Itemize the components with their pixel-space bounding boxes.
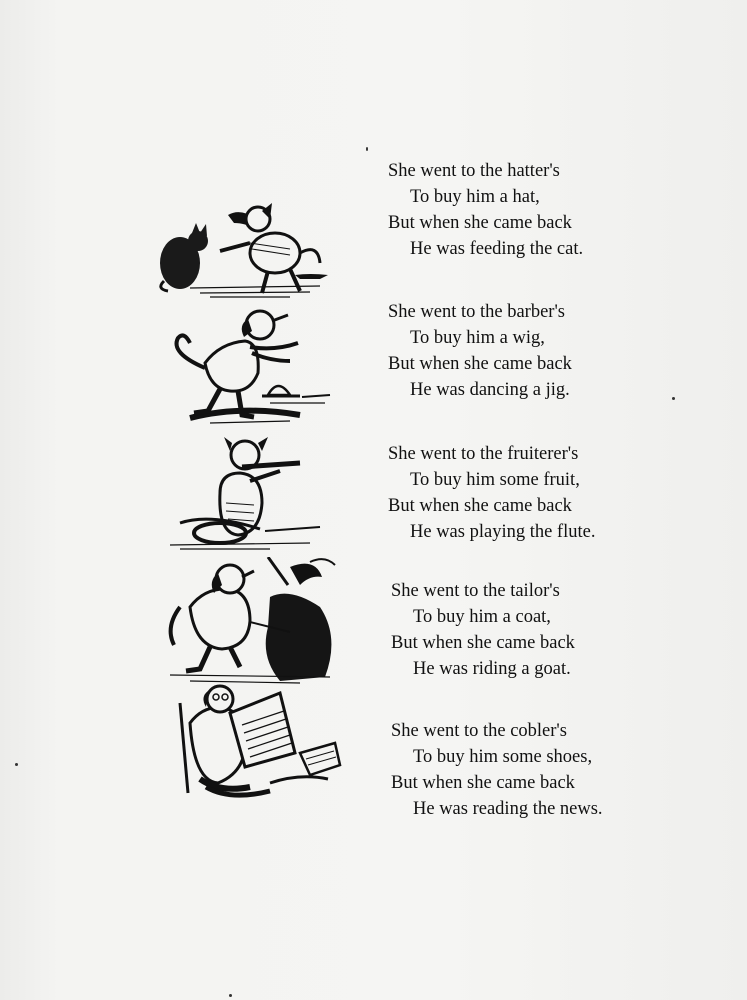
verse-line: To buy him a coat, xyxy=(413,607,551,627)
verse-line: He was dancing a jig. xyxy=(410,380,570,400)
dog-reading-news-icon xyxy=(150,683,350,803)
verse-line: He was reading the news. xyxy=(413,799,603,819)
verse-line: She went to the barber's xyxy=(388,302,565,322)
verse-line: To buy him some shoes, xyxy=(413,747,593,767)
verse-line: But when she came back xyxy=(388,354,572,374)
stanza xyxy=(388,158,583,262)
paper-speck xyxy=(229,994,232,997)
verse-line: To buy him a hat, xyxy=(410,187,540,207)
verse-line: He was riding a goat. xyxy=(413,659,571,679)
stanza xyxy=(391,718,603,822)
verse-line: But when she came back xyxy=(388,496,572,516)
verse-line: She went to the tailor's xyxy=(391,581,560,601)
dog-playing-flute-icon xyxy=(150,433,350,553)
verse-line: To buy him some fruit, xyxy=(410,470,580,490)
illustration-column xyxy=(150,185,350,805)
verse-line: To buy him a wig, xyxy=(410,328,545,348)
verse-line: He was playing the flute. xyxy=(410,522,596,542)
verse-line: She went to the cobler's xyxy=(391,721,567,741)
verse-line: But when she came back xyxy=(391,633,575,653)
paper-speck xyxy=(15,763,18,766)
verse-line: She went to the fruiterer's xyxy=(388,444,579,464)
verse-line: He was feeding the cat. xyxy=(410,239,584,259)
dog-riding-goat-icon xyxy=(150,557,350,687)
paper-speck xyxy=(366,147,368,151)
stanza xyxy=(388,441,595,545)
dog-feeding-cat-icon xyxy=(150,193,350,303)
stanza xyxy=(388,299,572,403)
verse-line: But when she came back xyxy=(388,213,572,233)
verse-line: But when she came back xyxy=(391,773,575,793)
verse-line: She went to the hatter's xyxy=(388,161,560,181)
paper-speck xyxy=(672,397,675,400)
stanza xyxy=(391,578,575,682)
dog-dancing-jig-icon xyxy=(150,303,350,428)
